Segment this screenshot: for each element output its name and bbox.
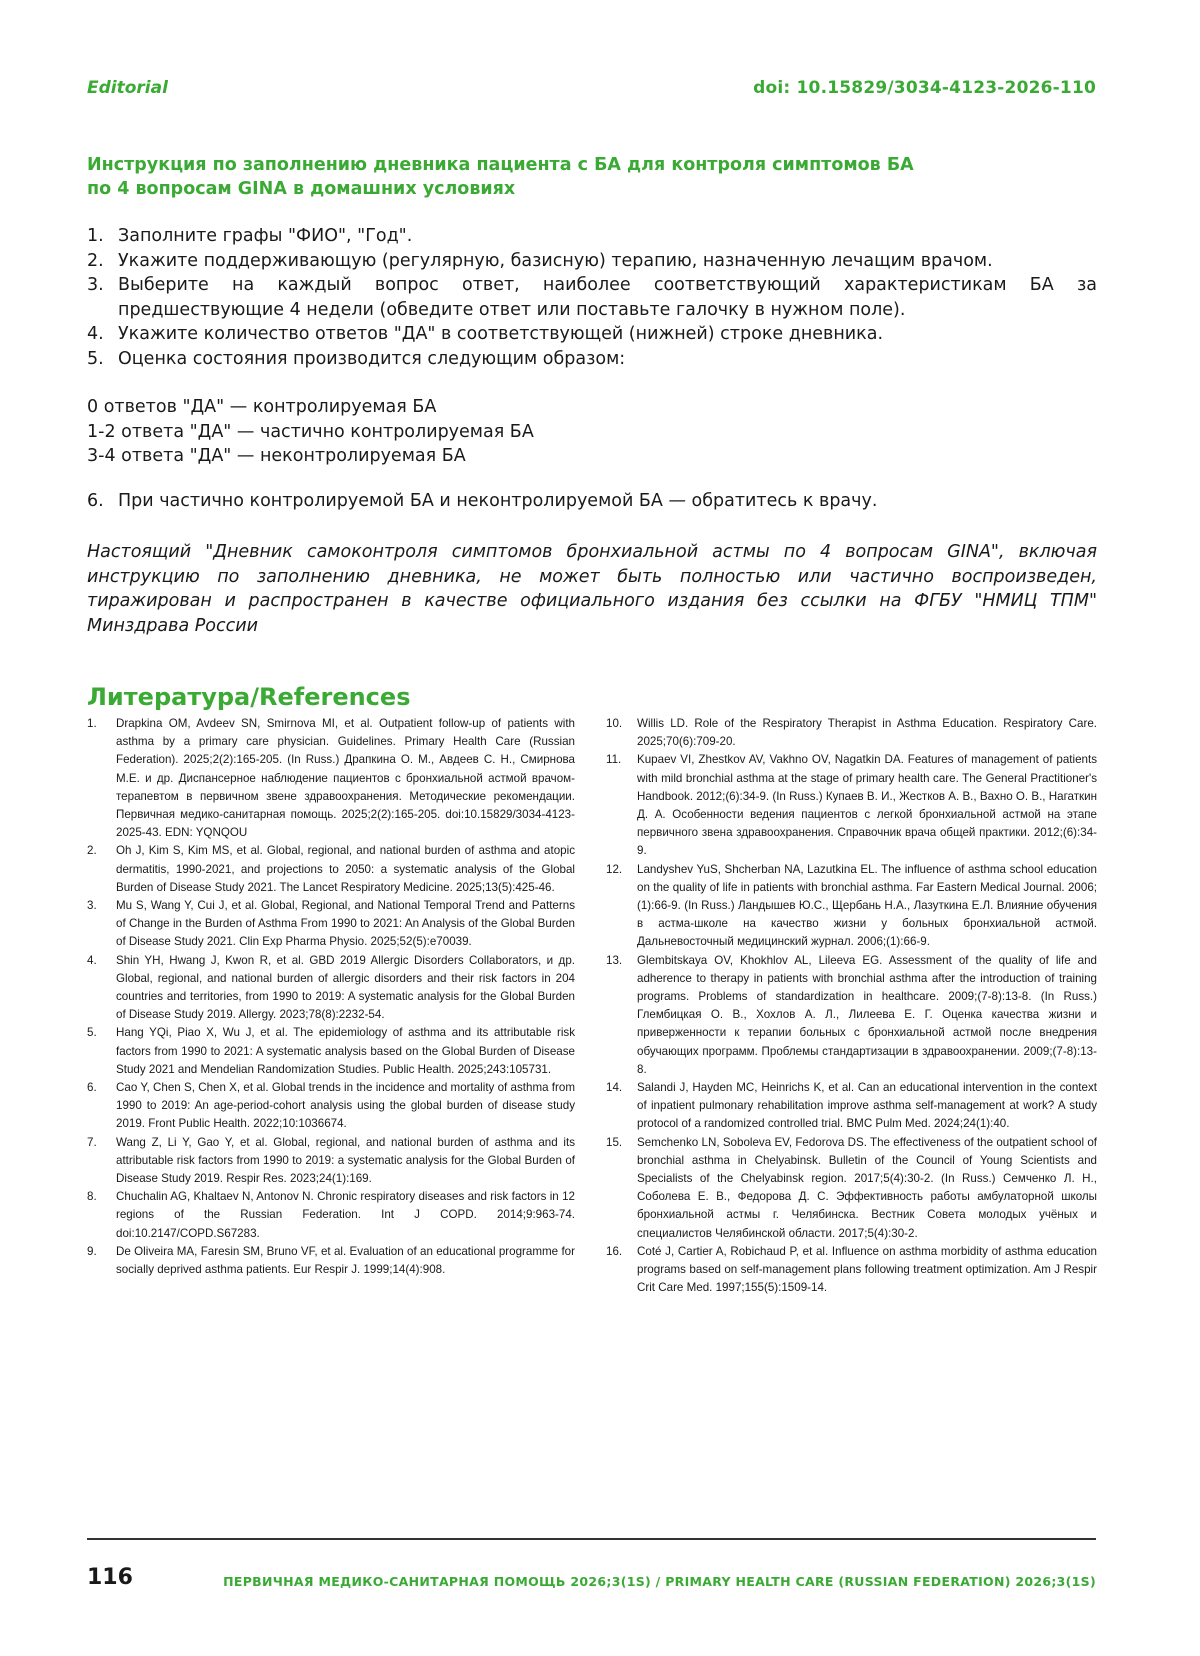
reference-text: Chuchalin AG, Khaltaev N, Antonov N. Chronic respiratory diseases and risk factors in 12 regions of the Russian Federation. Int J COPD. 2014;9:963-74. doi:10.2147/COPD.S67283. <box>116 1190 575 1240</box>
reference-text: Kupaev VI, Zhestkov AV, Vakhno OV, Nagatkin DA. Features of management of patients with mild bronchial asthma at the stage of primary health care. The General Practitioner's Handbook. 2012;(6):34-9. (In Russ.) Купаев В. И., Жестков А. В., Вахно О. В., Нагаткин Д. А. Особенности ведения пациентов с легкой бронхиальной астмой на этапе первичного звена здравоохранения. Справочник врача общей практики. 2012;(6):34-9. <box>637 753 1097 858</box>
reference-item <box>606 1079 1097 1134</box>
copyright-notice: Настоящий "Дневник самоконтроля симптомов бронхиальной астмы по 4 вопросам GINA", включая инструкцию по заполнению дневника, не может быть полностью или частично воспроизведен, тиражирован и распространен в качестве официального издания без ссылки на ФГБУ "НМИЦ ТПМ" Минздрава России <box>87 542 1097 636</box>
score-line: 1-2 ответа "ДА" — частично контролируемая БА <box>87 421 534 442</box>
step-text: Укажите количество ответов "ДА" в соответствующей (нижней) строке дневника. <box>118 324 884 344</box>
step-number: 4. <box>87 324 104 344</box>
reference-item <box>87 897 575 952</box>
reference-text: Wang Z, Li Y, Gao Y, et al. Global, regional, and national burden of asthma and its attributable risk factors from 1990 to 2019: a systematic analysis for the Global Burden of Disease Study 2019. Respir Res. 2023;24(1):169. <box>116 1135 575 1186</box>
reference-text: Semchenko LN, Soboleva EV, Fedorova DS. The effectiveness of the outpatient school of bronchial asthma in Chelyabinsk. Bulletin of the Council of Young Scientists and Specialists of the Chelyabinsk region. 2017;5(4):30-2. (In Russ.) Семченко Л. Н., Соболева Е. В., Федорова Д. С. Эффективность работы амбулаторной школы бронхиальной астмы г. Челябинска. Вестник Совета молодых учёных и специалистов Челябинской области. 2017;5(4):30-2. <box>637 1135 1097 1240</box>
step-text: Выберите на каждый вопрос ответ, наиболее соответствующий характеристикам БА за предшествующие 4 недели (обведите ответ или поставьте галочку в нужном поле). <box>118 275 1097 320</box>
step-text: Укажите поддерживающую (регулярную, базисную) терапию, назначенную лечащим врачом. <box>118 250 993 271</box>
instruction-step <box>87 489 1097 514</box>
reference-number: 2. <box>87 844 97 858</box>
reference-text: Landyshev YuS, Shcherban NA, Lazutkina EL. The influence of asthma school education on the quality of life in patients with bronchial asthma. Far Eastern Medical Journal. 2006;(1):66-9. (In Russ.) Ландышев Ю.С., Щербань Н.А., Лазуткина Е.Л. Влияние обучения в астма-школе на качество жизни у больных бронхиальной астмой. Дальневосточный медицинский журнал. 2006;(1):66-9. <box>637 862 1097 949</box>
reference-item <box>606 1243 1097 1298</box>
reference-item <box>606 715 1097 751</box>
section-label: Editorial <box>87 78 168 98</box>
references-column-right <box>606 715 1097 1298</box>
reference-number: 13. <box>606 953 623 967</box>
reference-number: 4. <box>87 953 97 967</box>
reference-number: 3. <box>87 899 97 913</box>
step-number: 2. <box>87 250 104 271</box>
reference-text: Mu S, Wang Y, Cui J, et al. Global, Regional, and National Temporal Trend and Patterns of Change in the Burden of Asthma From 1990 to 2021: An Analysis of the Global Burden of Disease Study 2021. Clin Exp Pharma Physio. 2025;52(5):e70039. <box>116 899 575 949</box>
step-number: 3. <box>87 275 104 295</box>
reference-text: Shin YH, Hwang J, Kwon R, et al. GBD 2019 Allergic Disorders Collaborators, и др. Global, regional, and national burden of allergic disorders and their risk factors in 204 countries and territories, from 1990 to 2019: A systematic analysis for the Global Burden of Disease Study 2019. Allergy. 2023;78(8):2232-54. <box>116 953 575 1022</box>
reference-item <box>87 1024 575 1079</box>
reference-text: De Oliveira MA, Faresin SM, Bruno VF, et al. Evaluation of an educational programme for socially deprived asthma patients. Eur Respir J. 1999;14(4):908. <box>116 1244 575 1277</box>
reference-number: 11. <box>606 753 622 767</box>
reference-text: Willis LD. Role of the Respiratory Therapist in Asthma Education. Respiratory Care. 2025;70(6):709-20. <box>637 717 1097 749</box>
reference-item <box>87 715 575 842</box>
reference-text: Oh J, Kim S, Kim MS, et al. Global, regional, and national burden of asthma and atopic dermatitis, 1990-2021, and projections to 2050: a systematic analysis of the Global Burden of Disease Study 2021. The Lancet Respiratory Medicine. 2025;13(5):425-46. <box>116 844 575 894</box>
instruction-step-6-list <box>87 489 1097 514</box>
reference-item <box>87 1243 575 1279</box>
score-line: 3-4 ответа "ДА" — неконтролируемая БА <box>87 446 466 466</box>
reference-text: Coté J, Cartier A, Robichaud P, et al. Influence on asthma morbidity of asthma education programs based on self-management plans following treatment optimization. Am J Respir Crit Care Med. 1997;155(5):1509-14. <box>637 1244 1097 1295</box>
reference-number: 12. <box>606 862 623 876</box>
step-number: 6. <box>87 491 104 511</box>
reference-text: Drapkina OM, Avdeev SN, Smirnova MI, et al. Outpatient follow-up of patients with asthma by a primary care physician. Guidelines. Primary Health Care (Russian Federation). 2025;2(2):165-205. (In Russ.) Драпкина О. М., Авдеев С. Н., Смирнова М.Е. и др. Диспансерное наблюдение пациентов с бронхиальной астмой врачом- терапевтом в первичном звене здравоохранения. Методические рекомендации. Первичная медико-санитарная помощь. 2025;2(2):165-205. doi:10.15829/3034-4123-2025-43. EDN: YQNQOU <box>116 717 575 840</box>
step-number: 5. <box>87 348 104 369</box>
step-text: При частично контролируемой БА и неконтролируемой БА — обратитесь к врачу. <box>118 491 878 511</box>
reference-number: 10. <box>606 717 623 730</box>
instruction-step <box>87 273 1097 322</box>
instruction-step <box>87 347 1097 372</box>
reference-item <box>87 1079 575 1134</box>
reference-item <box>606 952 1097 1079</box>
reference-item <box>87 1188 575 1243</box>
page-header <box>87 78 1096 104</box>
reference-number: 16. <box>606 1244 623 1258</box>
instruction-step <box>87 322 1097 347</box>
instruction-title-line-1: Инструкция по заполнению дневника пациента с БА для контроля симптомов БА <box>87 155 914 175</box>
reference-item <box>87 952 575 1025</box>
reference-text: Salandi J, Hayden MC, Heinrichs K, et al. Can an educational intervention in the context of inpatient pulmonary rehabilitation improve asthma self-management at work? A study protocol of a randomized controlled trial. BMC Pulm Med. 2024;24(1):40. <box>637 1081 1097 1131</box>
step-number: 1. <box>87 226 104 246</box>
reference-item <box>606 751 1097 860</box>
references-heading: Литература/References <box>87 683 411 711</box>
reference-item <box>606 861 1097 952</box>
reference-number: 1. <box>87 717 97 730</box>
instruction-step <box>87 249 1097 274</box>
reference-number: 5. <box>87 1026 97 1040</box>
step-text: Заполните графы "ФИО", "Год". <box>118 226 413 246</box>
instruction-title <box>87 153 987 201</box>
reference-number: 15. <box>606 1135 623 1149</box>
reference-item <box>87 1134 575 1189</box>
reference-number: 7. <box>87 1135 97 1149</box>
reference-number: 8. <box>87 1190 97 1204</box>
reference-number: 6. <box>87 1081 97 1095</box>
journal-running-title: ПЕРВИЧНАЯ МЕДИКО-САНИТАРНАЯ ПОМОЩЬ 2026;3(1S) / PRIMARY HEALTH CARE (RUSSIAN FEDERATION) 2026;3(1S) <box>223 1574 1096 1589</box>
reference-text: Hang YQi, Piao X, Wu J, et al. The epidemiology of asthma and its attributable risk factors from 1990 to 2021: A systematic analysis based on the Global Burden of Disease Study 2021 and Mendelian Randomization Studies. Public Health. 2025;243:105731. <box>116 1026 575 1076</box>
step-text: Оценка состояния производится следующим образом: <box>118 348 626 369</box>
reference-number: 9. <box>87 1244 97 1258</box>
score-legend <box>87 395 534 469</box>
instruction-step <box>87 224 1097 249</box>
instruction-title-line-2: по 4 вопросам GINA в домашних условиях <box>87 179 516 199</box>
reference-item <box>606 1134 1097 1243</box>
reference-text: Glembitskaya OV, Khokhlov AL, Lileeva EG. Assessment of the quality of life and adherence to therapy in patients with bronchial asthma after the introduction of training programs. Problems of standardization in healthcare. 2009;(7-8):13-8. (In Russ.) Глембицкая О. В., Хохлов А. Л., Лилеева Е. Г. Оценка качества жизни и приверженности к терапии больных с бронхиальной астмой после внедрения обучающих программ. Проблемы стандартизации в здравоохранении. 2009;(7-8):13-8. <box>637 953 1097 1076</box>
references-column-left <box>87 715 575 1279</box>
reference-item <box>87 842 575 897</box>
reference-number: 14. <box>606 1081 623 1095</box>
page-number: 116 <box>87 1565 133 1590</box>
score-line: 0 ответов "ДА" — контролируемая БА <box>87 397 437 417</box>
reference-text: Cao Y, Chen S, Chen X, et al. Global trends in the incidence and mortality of asthma from 1990 to 2019: An age-period-cohort analysis using the global burden of disease study 2019. Front Public Health. 2022;10:1036674. <box>116 1081 575 1131</box>
instruction-steps <box>87 224 1097 371</box>
doi-link[interactable]: doi: 10.15829/3034-4123-2026-110 <box>753 78 1096 98</box>
footer-divider <box>87 1538 1096 1540</box>
